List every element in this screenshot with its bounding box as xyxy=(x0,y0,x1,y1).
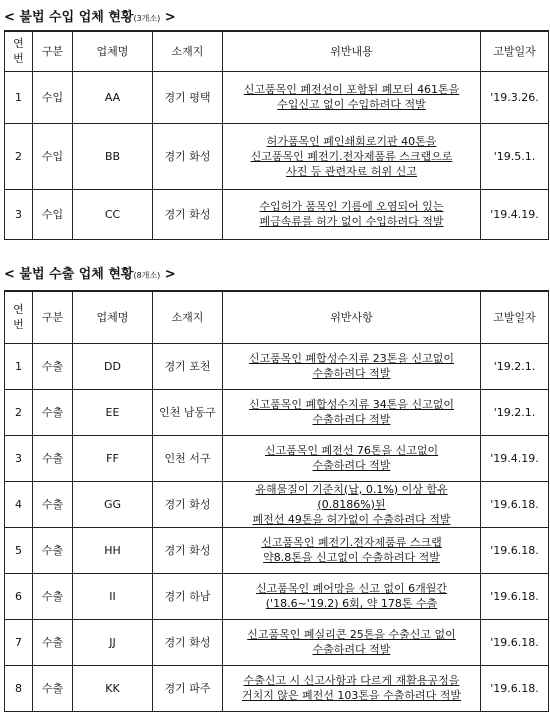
violation-line: 신고품목인 폐전선이 포함된 폐모터 461톤을 xyxy=(243,83,460,96)
row-number: 1 xyxy=(5,343,33,389)
violation-line: 수출하려다 적발 xyxy=(312,459,391,472)
row-violation xyxy=(223,343,481,389)
header-type: 구분 xyxy=(33,31,73,71)
table-row xyxy=(5,189,549,239)
violation-line: ('18.6~'19.2) 6회, 약 178톤 수출 xyxy=(265,597,438,610)
row-company: BB xyxy=(73,123,153,189)
violation-line: 신고품목인 폐합성수지류 23톤을 신고없이 xyxy=(248,352,455,365)
row-date: '19.4.19. xyxy=(481,435,549,481)
row-type: 수출 xyxy=(33,343,73,389)
import-header-row xyxy=(5,31,549,71)
row-location: 경기 화성 xyxy=(153,189,223,239)
row-number: 3 xyxy=(5,189,33,239)
header-no-line1: 연 xyxy=(13,303,24,317)
row-company: EE xyxy=(73,389,153,435)
header-no-line2: 번 xyxy=(13,52,24,66)
violation-line: 신고품목인 폐전기.전자제품류 스크랩으로 xyxy=(250,149,453,163)
row-location: 경기 화성 xyxy=(153,123,223,189)
import-title-end: > xyxy=(164,10,176,25)
row-location: 경기 화성 xyxy=(153,619,223,665)
header-violation: 위반사항 xyxy=(223,291,481,343)
header-no-line1: 연 xyxy=(13,37,24,51)
header-location: 소재지 xyxy=(153,291,223,343)
row-type: 수입 xyxy=(33,123,73,189)
violation-line: 약8.8톤을 신고없이 수출하려다 적발 xyxy=(263,551,440,564)
row-date: '19.6.18. xyxy=(481,619,549,665)
violation-line: 신고품목인 폐합성수지류 34톤을 신고없이 xyxy=(248,398,455,411)
row-type: 수입 xyxy=(33,189,73,239)
table-row xyxy=(5,573,549,619)
row-violation xyxy=(223,189,481,239)
violation-line: 신고품목인 폐실리콘 25톤을 수출신고 없이 xyxy=(247,628,456,641)
header-company: 업체명 xyxy=(73,291,153,343)
table-row xyxy=(5,343,549,389)
row-type: 수출 xyxy=(33,481,73,527)
row-date: '19.3.26. xyxy=(481,71,549,123)
row-date: '19.4.19. xyxy=(481,189,549,239)
row-date: '19.6.18. xyxy=(481,665,549,711)
row-location: 경기 하남 xyxy=(153,573,223,619)
row-type: 수입 xyxy=(33,71,73,123)
row-company: GG xyxy=(73,481,153,527)
table-row xyxy=(5,481,549,527)
header-no-line2: 번 xyxy=(13,318,24,332)
violation-line: 거치지 않은 폐전선 103톤을 수출하려다 적발 xyxy=(241,689,462,702)
import-section-title xyxy=(4,6,176,25)
row-violation xyxy=(223,527,481,573)
import-table-body xyxy=(5,71,549,239)
row-type: 수출 xyxy=(33,573,73,619)
table-row xyxy=(5,665,549,711)
table-row xyxy=(5,71,549,123)
row-number: 8 xyxy=(5,665,33,711)
row-date: '19.2.1. xyxy=(481,343,549,389)
violation-line: 수입신고 없이 수입하려다 적발 xyxy=(277,98,426,111)
table-row xyxy=(5,619,549,665)
header-no xyxy=(5,31,33,71)
table-row xyxy=(5,435,549,481)
row-date: '19.5.1. xyxy=(481,123,549,189)
row-type: 수출 xyxy=(33,527,73,573)
row-date: '19.6.18. xyxy=(481,573,549,619)
row-type: 수출 xyxy=(33,389,73,435)
export-count: (8개소) xyxy=(133,271,161,280)
table-row xyxy=(5,389,549,435)
row-number: 2 xyxy=(5,389,33,435)
row-violation xyxy=(223,573,481,619)
row-date: '19.2.1. xyxy=(481,389,549,435)
row-company: II xyxy=(73,573,153,619)
violation-line: 신고품목인 폐전기.전자제품류 스크랩 xyxy=(261,536,442,549)
row-type: 수출 xyxy=(33,435,73,481)
row-company: KK xyxy=(73,665,153,711)
row-violation xyxy=(223,71,481,123)
header-type: 구분 xyxy=(33,291,73,343)
row-number: 5 xyxy=(5,527,33,573)
row-location: 경기 포천 xyxy=(153,343,223,389)
row-company: FF xyxy=(73,435,153,481)
table-row xyxy=(5,527,549,573)
violation-line: 허가품목인 폐인쇄회로기판 40톤을 xyxy=(266,134,437,148)
export-header-row xyxy=(5,291,549,343)
header-no xyxy=(5,291,33,343)
row-violation xyxy=(223,619,481,665)
violation-line: 폐전선 49톤을 허가없이 수출하려다 적발 xyxy=(252,512,451,526)
violation-line: 수출신고 시 신고사항과 다르게 재활용공정을 xyxy=(243,674,460,687)
header-company: 업체명 xyxy=(73,31,153,71)
row-location: 경기 화성 xyxy=(153,527,223,573)
table-row xyxy=(5,123,549,189)
header-date: 고발일자 xyxy=(481,31,549,71)
import-count: (3개소) xyxy=(133,14,161,23)
import-title-text: < 불법 수입 업체 현황 xyxy=(4,10,134,25)
row-location: 인천 남동구 xyxy=(153,389,223,435)
row-number: 4 xyxy=(5,481,33,527)
row-company: DD xyxy=(73,343,153,389)
row-number: 7 xyxy=(5,619,33,665)
row-location: 경기 파주 xyxy=(153,665,223,711)
violation-line: 수출하려다 적발 xyxy=(312,367,391,380)
row-violation xyxy=(223,123,481,189)
row-violation xyxy=(223,665,481,711)
violation-line: 수출하려다 적발 xyxy=(312,413,391,426)
export-title-text: < 불법 수출 업체 현황 xyxy=(4,267,134,282)
export-table xyxy=(4,290,549,712)
row-number: 3 xyxy=(5,435,33,481)
violation-line: 수출하려다 적발 xyxy=(312,643,391,656)
violation-line: 유해물질이 기준치(납, 0.1%) 이상 함유(0.8186%)된 xyxy=(255,482,448,511)
row-location: 인천 서구 xyxy=(153,435,223,481)
export-table-body xyxy=(5,343,549,711)
header-location: 소재지 xyxy=(153,31,223,71)
violation-line: 신고품목인 폐어망을 신고 없이 6개월간 xyxy=(256,582,447,595)
row-company: CC xyxy=(73,189,153,239)
violation-line: 신고품목인 폐전선 76톤을 신고없이 xyxy=(264,444,439,457)
header-date: 고발일자 xyxy=(481,291,549,343)
row-violation xyxy=(223,481,481,527)
row-number: 1 xyxy=(5,71,33,123)
row-number: 2 xyxy=(5,123,33,189)
import-table xyxy=(4,30,549,240)
row-date: '19.6.18. xyxy=(481,481,549,527)
export-title-end: > xyxy=(164,267,176,282)
violation-line: 폐금속류를 허가 없이 수입하려다 적발 xyxy=(259,215,444,228)
row-violation xyxy=(223,389,481,435)
export-section-title xyxy=(4,263,176,282)
row-company: AA xyxy=(73,71,153,123)
row-location: 경기 평택 xyxy=(153,71,223,123)
row-violation xyxy=(223,435,481,481)
row-company: HH xyxy=(73,527,153,573)
row-location: 경기 화성 xyxy=(153,481,223,527)
row-number: 6 xyxy=(5,573,33,619)
header-violation: 위반내용 xyxy=(223,31,481,71)
violation-line: 수입허가 품목인 기름에 오염되어 있는 xyxy=(259,200,444,213)
row-date: '19.6.18. xyxy=(481,527,549,573)
violation-line: 사진 등 관련자료 허위 신고 xyxy=(286,164,417,178)
row-company: JJ xyxy=(73,619,153,665)
row-type: 수출 xyxy=(33,665,73,711)
row-type: 수출 xyxy=(33,619,73,665)
